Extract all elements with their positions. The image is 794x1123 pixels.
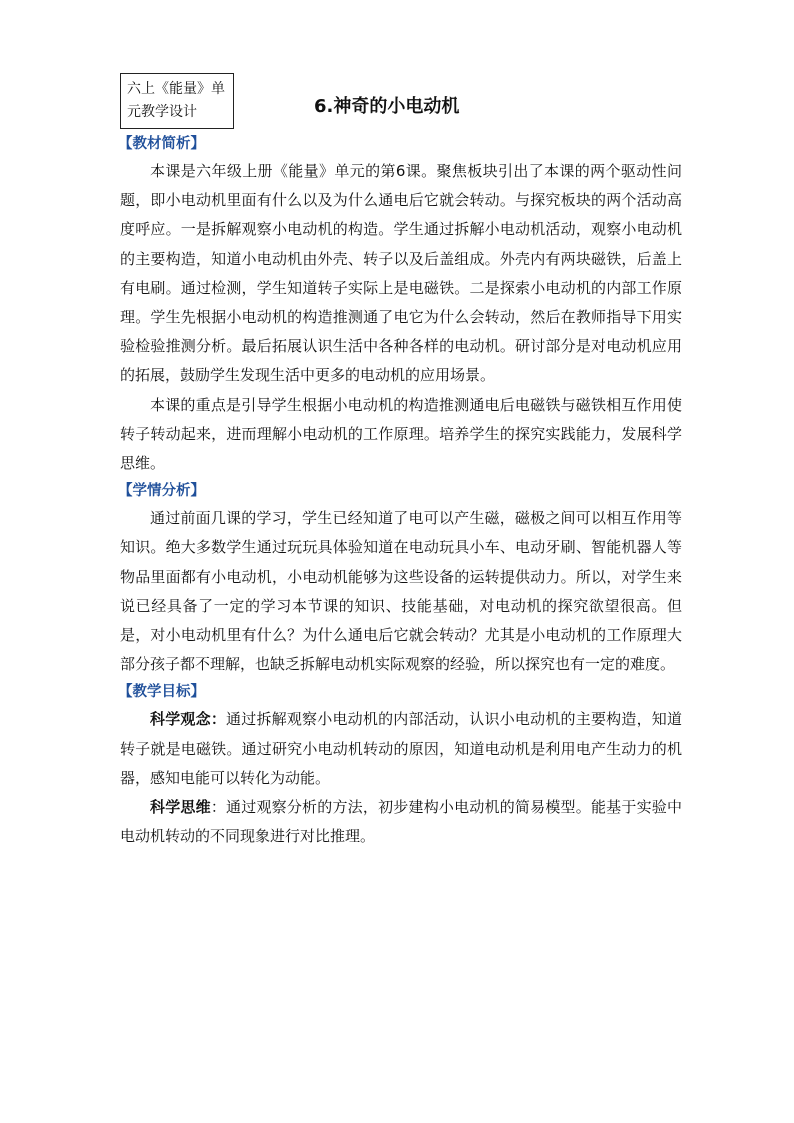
- paragraph: [120, 705, 682, 793]
- section-student-analysis: [120, 478, 682, 679]
- section-teaching-goals: [120, 679, 682, 851]
- paragraph-text: 本课的重点是引导学生根据小电动机的构造推测通电后电磁铁与磁铁相互作用使转子转动起来，进而理解小电动机的工作原理。培养学生的探究实践能力，发展科学思维。: [120, 395, 682, 473]
- paragraph-text: 本课是六年级上册《能量》单元的第6课。聚焦板块引出了本课的两个驱动性问题，即小电动机里面有什么以及为什么通电后它就会转动。与探究板块的两个活动高度呼应。一是拆解观察小电动机的构造。学生通过拆解小电动机活动，观察小电动机的主要构造，知道小电动机由外壳、转子以及后盖组成。外壳内有两块磁铁，后盖上有电刷。通过检测，学生知道转子实际上是电磁铁。二是探索小电动机的内部工作原理。学生先根据小电动机的构造推测通了电它为什么会转动，然后在教师指导下用实验检验推测分析。最后拓展认识生活中各种各样的电动机。研讨部分是对电动机应用的拓展，鼓励学生发现生活中更多的电动机的应用场景。: [120, 162, 682, 385]
- paragraph: [120, 157, 682, 391]
- document-title: 6.神奇的小电动机: [314, 96, 460, 117]
- paragraph-lead: 科学思维: [150, 798, 211, 817]
- section-heading: 【学情分析】: [118, 483, 205, 500]
- paragraph-text: 通过前面几课的学习，学生已经知道了电可以产生磁，磁极之间可以相互作用等知识。绝大多数学生通过玩玩具体验知道在电动玩具小车、电动牙刷、智能机器人等物品里面都有小电动机，小电动机能够为这些设备的运转提供动力。所以，对学生来说已经具备了一定的学习本节课的知识、技能基础，对电动机的探究欲望很高。但是，对小电动机里有什么？为什么通电后它就会转动？尤其是小电动机的工作原理大部分孩子都不理解，也缺乏拆解电动机实际观察的经验，所以探究也有一定的难度。: [120, 509, 682, 674]
- section-heading: 【教学目标】: [118, 684, 205, 701]
- unit-label-line-2: 元教学设计: [127, 104, 197, 120]
- section-heading: 【教材简析】: [118, 136, 205, 152]
- paragraph: [120, 391, 682, 479]
- paragraph-lead: 科学观念：: [150, 710, 227, 729]
- document-body: [120, 131, 682, 851]
- paragraph-text: ：通过观察分析的方法，初步建构小电动机的简易模型。能基于实验中电动机转动的不同现象进行对比推理。: [120, 798, 682, 846]
- paragraph-text: 通过拆解观察小电动机的内部活动，认识小电动机的主要构造，知道转子就是电磁铁。通过研究小电动机转动的原因，知道电动机是利用电产生动力的机器，感知电能可以转化为动能。: [120, 710, 682, 787]
- paragraph: [120, 504, 682, 679]
- unit-label-line-1: 六上《能量》单: [127, 81, 225, 97]
- paragraph: [120, 793, 682, 851]
- unit-label-box: [120, 73, 234, 129]
- section-textbook-analysis: [120, 131, 682, 478]
